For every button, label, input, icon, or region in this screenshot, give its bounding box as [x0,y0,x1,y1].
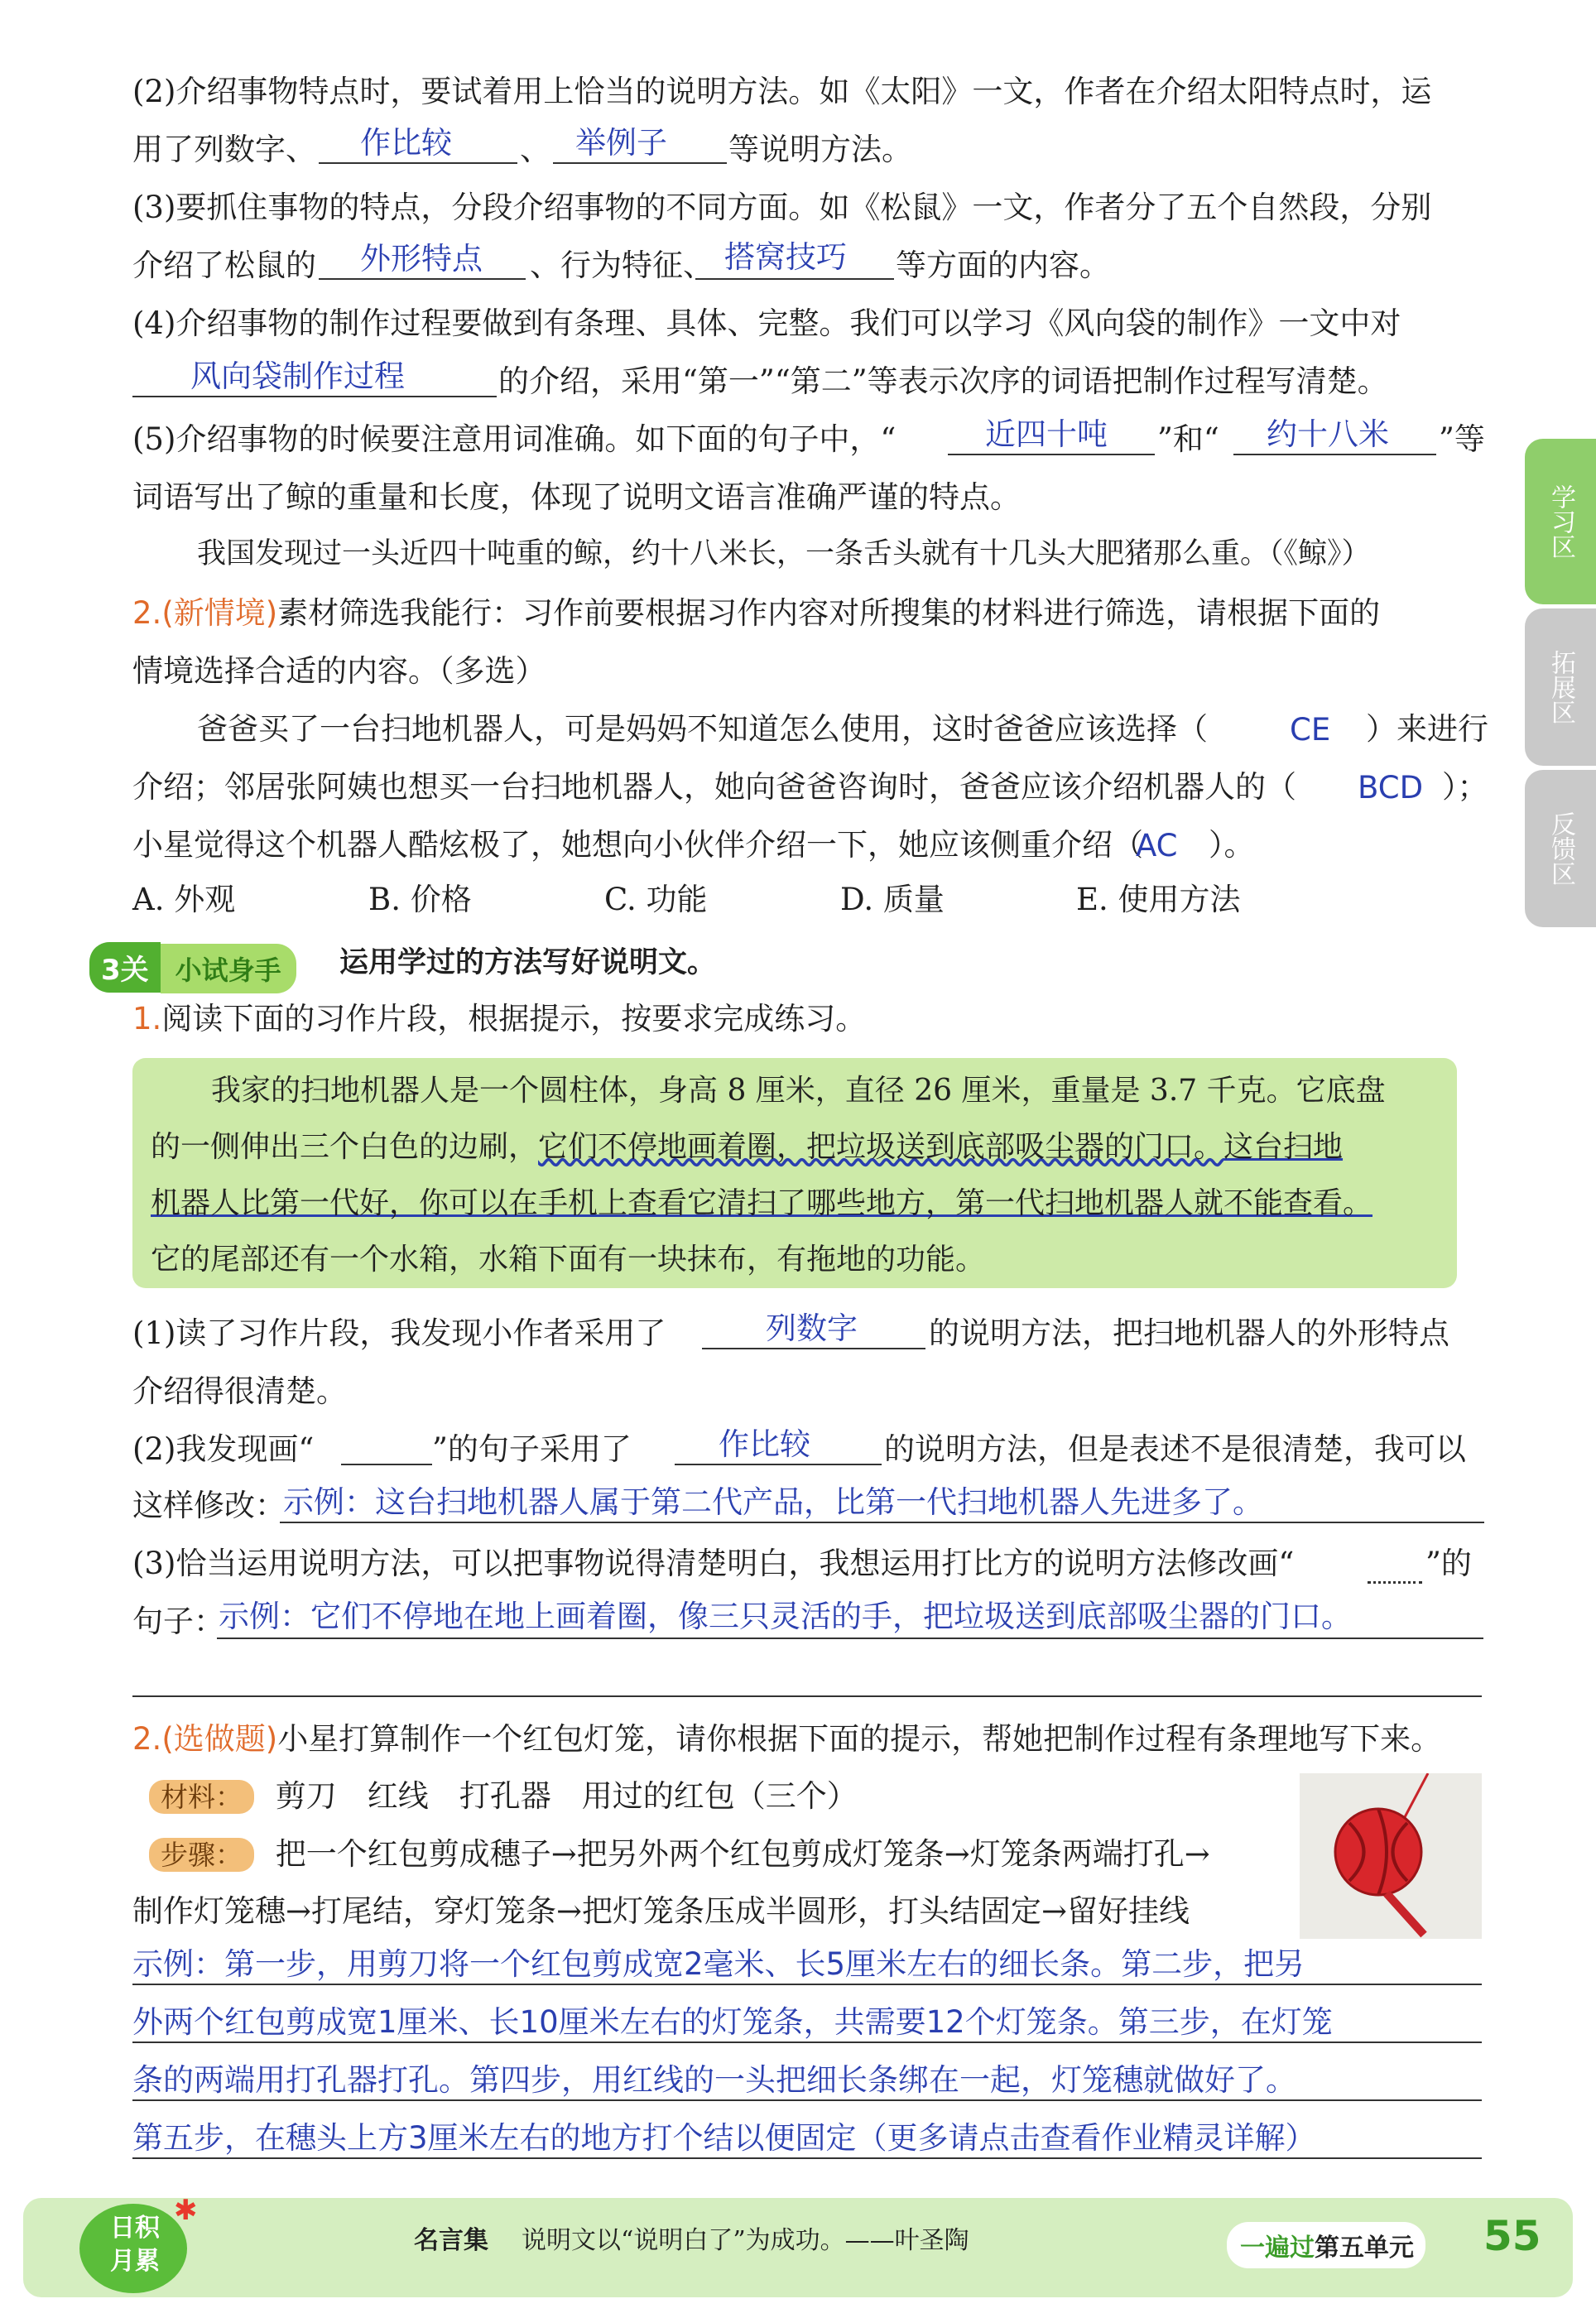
q2-sep: 、 [520,132,550,167]
p2-tag: (选做题) [161,1721,278,1757]
page-number: 55 [1483,2212,1541,2260]
q5-line1b: ”和“ [1157,421,1219,457]
q4-line1: (4)介绍事物的制作过程要做到有条理、具体、完整。我们可以学习《风向袋的制作》一文中对 [132,305,1401,341]
level-tag: 小试身手 [161,944,296,993]
q2-para3a: 小星觉得这个机器人酷炫极了，她想向小伙伴介绍一下，她应该侧重介绍（ [132,827,1143,863]
lantern-image [1300,1773,1482,1939]
option-d: D. 质量 [840,882,945,917]
star-icon: ✱ [174,2194,198,2227]
excerpt-line4: 它的尾部还有一个水箱，水箱下面有一块抹布，有拖地的功能。 [151,1243,986,1277]
excerpt-line2c: 这台扫地 [1223,1130,1344,1164]
excerpt-line1: 我家的扫地机器人是一个圆柱体，身高 8 厘米，直径 26 厘米，重量是 3.7 千克。它底盘 [211,1074,1386,1108]
q4-line2: 的介绍，采用“第一”“第二”等表示次序的词语把制作过程写清楚。 [498,363,1388,399]
steps-line2: 制作灯笼穗→打尾结，穿灯笼条→把灯笼条压成半圆形，打头结固定→留好挂线 [132,1893,1190,1929]
quote-whale: 我国发现过一头近四十吨重的鲸，约十八米长，一条舌头就有十几头大肥猪那么重。（《鲸》） [197,537,1371,570]
excerpt-line2a: 的一侧伸出三个白色的边刷， [151,1130,539,1164]
level-badge [89,942,296,993]
steps-label: 步骤： [149,1838,254,1872]
option-a: A. 外观 [132,882,236,917]
answer-blank: 作比较 [719,1426,810,1462]
brand-name: 一遍过 [1240,2234,1315,2263]
tab-expand[interactable]: 拓展区 [1525,608,1596,766]
answer-blank: 风向袋制作过程 [190,358,405,394]
level-number: 3关 [89,942,161,993]
p1-number: 1. [132,1001,162,1036]
unit-label: 第五单元 [1315,2234,1414,2263]
answer-line: 条的两端用打孔器打孔。第四步，用红线的一头把细长条绑在一起，灯笼穗就做好了。 [132,2062,1296,2098]
lantern-photo [1300,1773,1482,1939]
p1-text: 阅读下面的习作片段，根据提示，按要求完成练习。 [161,1001,867,1036]
q2-line2c: 等说明方法。 [728,132,912,167]
q3-line2c: 等方面的内容。 [896,248,1110,283]
answer-choice: BCD [1358,770,1424,806]
q2-line1: (2)介绍事物特点时，要试着用上恰当的说明方法。如《太阳》一文，作者在介绍太阳特点时，运 [132,74,1432,109]
s1-c: 介绍得很清楚。 [132,1373,347,1409]
q2-text-line2: 情境选择合适的内容。（多选） [132,653,546,689]
s1-b: 的说明方法，把扫地机器人的外形特点 [929,1315,1449,1351]
s2-d: 这样修改： [132,1488,286,1523]
option-c: C. 功能 [604,882,708,917]
q2-para2b: ）； [1442,769,1488,805]
q2-para1a: 爸爸买了一台扫地机器人，可是妈妈不知道怎么使用，这时爸爸应该选择（ [197,711,1208,747]
materials-label: 材料： [149,1780,254,1814]
s1-a: (1)读了习作片段，我发现小作者采用了 [132,1315,666,1351]
answer-blank: 搭窝技巧 [724,239,847,275]
badge-line2: 月累 [110,2247,160,2276]
steps-line1: 把一个红包剪成穗子→把另外两个红包剪成灯笼条→灯笼条两端打孔→ [275,1836,1210,1872]
s2-b: ”的句子采用了 [432,1431,632,1467]
answer-blank: 举例子 [575,125,667,161]
answer-blank: 列数字 [766,1310,858,1346]
answer-blank: 近四十吨 [985,416,1108,452]
s3-c: 句子： [132,1604,224,1639]
q3-line2b: 、行为特征、 [530,248,714,283]
brand-pill [1227,2222,1425,2268]
q5-line1a: (5)介绍事物的时候要注意用词准确。如下面的句子中，“ [132,421,897,457]
excerpt-line3: 机器人比第一代好，你可以在手机上查看它清扫了哪些地方，第一代扫地机器人就不能查看。 [151,1186,1373,1220]
answer-blank: 作比较 [360,125,452,161]
q5-line2: 词语写出了鲸的重量和长度，体现了说明文语言准确严谨的特点。 [132,479,1021,515]
q2-number: 2. [132,595,162,631]
wavy-mark [1368,1556,1422,1584]
answer-choice: AC [1136,828,1178,863]
tab-study[interactable]: 学习区 [1525,439,1596,604]
level-desc: 运用学过的方法写好说明文。 [339,946,717,979]
answer-choice: CE [1290,712,1331,748]
answer-line: 示例：它们不停地在地上画着圈，像三只灵活的手，把垃圾送到底部吸尘器的门口。 [219,1599,1352,1634]
badge-line1: 日积 [110,2214,160,2243]
q2-para1b: ）来进行 [1366,711,1488,747]
q2-line2a: 用了列数字、 [132,132,316,167]
option-e: E. 使用方法 [1076,882,1241,917]
s3-b: ”的 [1425,1546,1472,1581]
q3-line1: (3)要抓住事物的特点，分段介绍事物的不同方面。如《松鼠》一文，作者分了五个自然段，分别 [132,190,1432,225]
materials-text: 剪刀 红线 打孔器 用过的红包（三个） [275,1778,858,1814]
s2-a: (2)我发现画“ [132,1431,315,1467]
q2-tag: (新情境) [161,595,278,631]
answer-line: 第五步，在穗头上方3厘米左右的地方打个结以便固定（更多请点击查看作业精灵详解） [132,2120,1316,2156]
quote-label: 名言集 [414,2226,488,2255]
option-b: B. 价格 [368,882,472,917]
answer-line: 外两个红包剪成宽1厘米、长10厘米左右的灯笼条，共需要12个灯笼条。第三步，在灯笼 [132,2004,1333,2040]
answer-blank: 外形特点 [360,241,483,277]
tab-feedback[interactable]: 反馈区 [1525,770,1596,927]
excerpt-wavy-sentence: 它们不停地画着圈，把垃圾送到底部吸尘器的门口。 [538,1130,1224,1164]
p2-number: 2. [132,1721,162,1757]
p2-text: 小星打算制作一个红包灯笼，请你根据下面的提示，帮她把制作过程有条理地写下来。 [277,1721,1442,1757]
q2-text-line1: 素材筛选我能行：习作前要根据习作内容对所搜集的材料进行筛选，请根据下面的 [277,595,1381,631]
q3-line2a: 介绍了松鼠的 [132,248,316,283]
s3-a: (3)恰当运用说明方法，可以把事物说得清楚明白，我想运用打比方的说明方法修改画“ [132,1546,1295,1581]
q2-para3b: ）。 [1209,827,1255,863]
s2-c: 的说明方法，但是表述不是很清楚，我可以 [884,1431,1466,1467]
answer-line: 示例：这台扫地机器人属于第二代产品，比第一代扫地机器人先进多了。 [283,1484,1263,1520]
answer-blank: 约十八米 [1267,416,1389,452]
footer-quote: 说明文以“说明白了”为成功。——叶圣陶 [522,2226,969,2255]
q2-para2a: 介绍；邻居张阿姨也想买一台扫地机器人，她向爸爸咨询时，爸爸应该介绍机器人的（ [132,769,1296,805]
q5-line1c: ”等 [1439,421,1485,457]
answer-line: 示例：第一步，用剪刀将一个红包剪成宽2毫米、长5厘米左右的细长条。第二步，把另 [132,1946,1305,1982]
